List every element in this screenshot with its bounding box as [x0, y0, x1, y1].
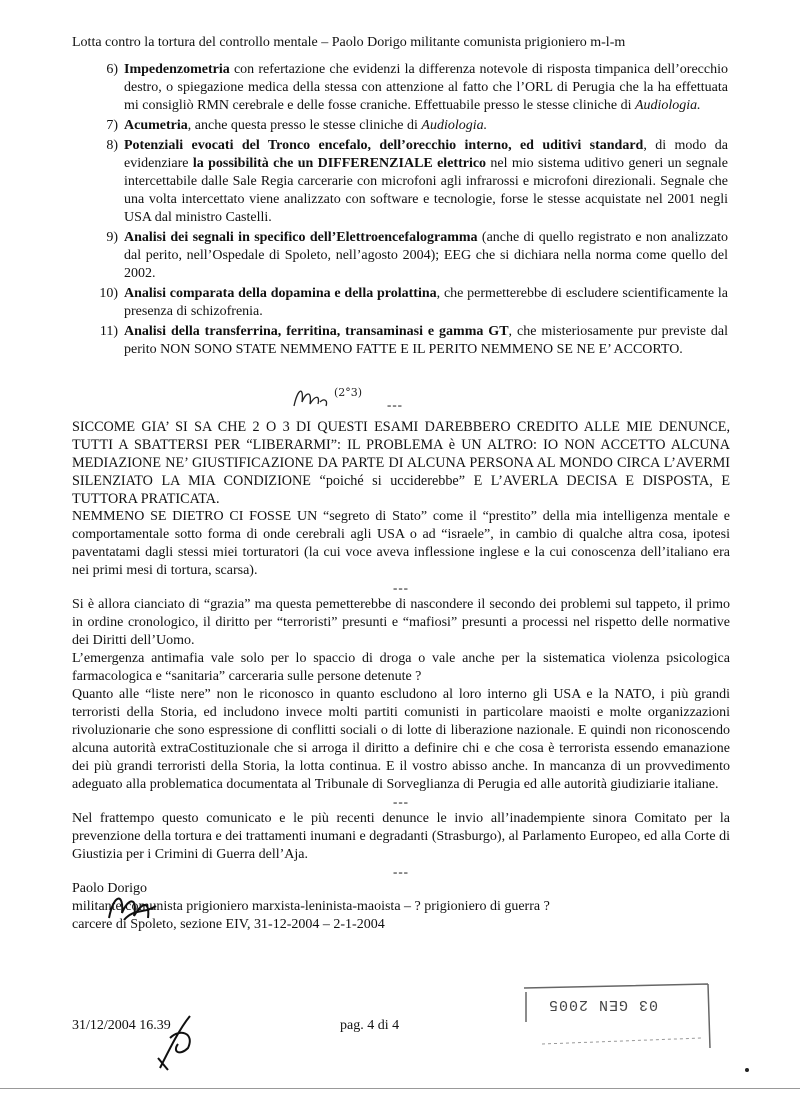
- list-item-number: 7): [106, 118, 118, 133]
- list-item-text: [124, 229, 728, 283]
- text-run: Potenziali evocati del Tronco encefalo, dell’orecchio interno, ed uditivi standard: [124, 138, 644, 153]
- list-item: [72, 117, 728, 135]
- list-item-number: 8): [106, 138, 118, 153]
- paragraph-p3: Si è allora cianciato di “grazia” ma questa pemetterebbe di nascondere il secondo dei problemi sul tappeto, il primo in ordine cronologico, il diritto per “terroristi” presunti e “mafiosi” presunti a processi nel rispetto delle normative dei Diritti dell’Uomo.: [72, 597, 730, 648]
- list-item-text: [124, 323, 728, 359]
- separator: ---: [387, 397, 403, 412]
- text-run: Impedenzometria: [124, 62, 230, 77]
- paragraph-p5: Quanto alle “liste nere” non le riconosco in quanto escludono al loro interno gli USA e la NATO, i più grandi terroristi della Storia, ed includono invece molti partiti comunisti in particolare maoisti e molte organizzazioni rivoluzionarie che sono espressione di conflitti sociali o di lotte di liberazione nazionale. E quindi non riconoscendo alcuna autorità extraCostituzionale che si arroga il diritto a definire chi e che cosa è terrorista essendo emanazione dei più grandi terroristi della Storia, la lotta continua. E il vostro abisso anche. In mancanza di un provvedimento adeguato alla problematica documentata al Tribunale di Sorveglianza di Perugia ed alle autorità giudiziarie italiane.: [72, 687, 730, 792]
- paragraph-p6: Nel frattempo questo comunicato e le più recenti denunce le invio all’inadempiente sinora Comitato per la prevenzione della tortura e dei trattamenti inumani e degradanti (Strasburgo), al Parlamento Europeo, ed alla Corte di Giustizia per i Crimini di Guerra dell’Aja.: [72, 811, 730, 862]
- paragraph-p2: NEMMENO SE DIETRO CI FOSSE UN “segreto di Stato” come il “prestito” della mia intelligenza mentale e comportamentale sotto forma di onde cerebrali agli USA o ad “israele”, in cambio di qualche altra cosa, ipotesi paventatami dagli stessi miei torturatori (la cui voce aveva inflessione inglese e la cui conoscenza dell’italiano era nei primi mesi di tortura, scarsa).: [72, 509, 730, 578]
- text-run: con refertazione che evidenzi la differenza notevole di risposta timpanica dell’orecchio destro, o spiegazione medica della stessa con attenzione al fatto che l’ORL di Perugia che la ha effettuata mi consigliò RMN cerebrale e delle fosse craniche. Effettuabile presso le stesse cliniche di: [124, 62, 728, 113]
- text-run: (anche di quello registrato e non analizzato dal perito, nell’Ospedale di Spoleto, nell’agosto 2004); EEG che si dichiara nella norma come quello del 2002.: [124, 230, 729, 281]
- text-run: Analisi dei segnali in specifico dell’Elettroencefalogramma: [124, 230, 478, 245]
- list-item: [72, 323, 728, 359]
- text-run: la possibilità che un DIFFERENZIALE elettrico: [192, 156, 487, 171]
- list-item-text: [124, 285, 728, 321]
- list-item-number: 6): [106, 62, 118, 77]
- list-item-text: [124, 117, 728, 135]
- text-run: Audiologia.: [421, 118, 488, 133]
- bottom-rule: [0, 1088, 800, 1089]
- paragraph-s3: carcere di Spoleto, sezione EIV, 31-12-2004 – 2-1-2004: [72, 917, 385, 932]
- footer-page-number: pag. 4 di 4: [340, 1018, 400, 1033]
- paragraph-s1: Paolo Dorigo: [72, 881, 148, 896]
- list-item: [72, 61, 728, 115]
- separator: ---: [393, 794, 409, 809]
- list-item-number: 9): [106, 230, 118, 245]
- list-item-text: [124, 137, 728, 227]
- text-run: Analisi comparata della dopamina e della prolattina: [124, 286, 437, 301]
- margin-note: (2°3): [334, 386, 363, 399]
- stamp-date: 03 GEN 2005: [548, 996, 659, 1013]
- handwritten-mark-icon: [290, 382, 380, 412]
- separator: ---: [393, 580, 409, 595]
- list-item-text: [124, 61, 728, 115]
- page-header: Lotta contro la tortura del controllo mentale – Paolo Dorigo militante comunista prigioniero m-l-m: [72, 35, 626, 50]
- bottom-signature-icon: [150, 1008, 210, 1078]
- scan-speck: [745, 1068, 749, 1072]
- list-item: [72, 229, 728, 283]
- list-item-number: 11): [99, 324, 118, 339]
- text-run: Acumetria: [124, 118, 188, 133]
- main-text: [72, 418, 730, 934]
- paragraph-s2: militante comunista prigioniero marxista-leninista-maoista – ? prigioniero di guerra ?: [72, 899, 550, 914]
- text-run: , che permetterebbe di escludere scientificamente la presenza di schizofrenia.: [124, 286, 729, 319]
- exam-list: [72, 61, 728, 361]
- separator: ---: [393, 864, 409, 879]
- footer-datetime: 31/12/2004 16.39: [72, 1018, 171, 1033]
- paragraph-p4: L’emergenza antimafia vale solo per lo spaccio di droga o vale anche per la sistematica violenza psicologica farmacologica e “sanitaria” carceraria sulle persone detenute ?: [72, 651, 730, 684]
- list-item-number: 10): [99, 286, 118, 301]
- signature-icon: [104, 888, 164, 928]
- paragraph-p1: SICCOME GIA’ SI SA CHE 2 O 3 DI QUESTI ESAMI DAREBBERO CREDITO ALLE MIE DENUNCE, TUTTI A SBATTERSI PER “LIBERARMI”: IL PROBLEMA è UN ALTRO: IO NON ACCETTO ALCUNA MEDIAZIONE NE’ GIUSTIFICAZIONE DA PARTE DI ALCUNA PERSONA AL MONDO CIRCA L’AVERMI SILENZIATO LA MIA CONDIZIONE “poiché si ucciderebbe” E L’AVERLA DECISA E DISPOSTA, E TUTTORA PRATICATA.: [72, 419, 730, 507]
- text-run: Analisi della transferrina, ferritina, transaminasi e gamma GT: [124, 324, 509, 339]
- text-run: nel mio sistema uditivo generi un segnale intercettabile dalle Sale Regia carcerarie con microfoni agli infrarossi e microfoni direzionali. Segnale che una volta intercettato viene analizzato con software e tecnologie, forse le stesse acquistate nel 2001 negli USA dal ministro Castelli.: [124, 156, 728, 225]
- received-stamp-icon: [522, 982, 712, 1052]
- text-run: , di modo da evidenziare: [124, 138, 728, 171]
- text-run: Audiologia.: [634, 98, 701, 113]
- text-run: , che misteriosamente pur previste dal perito NON SONO STATE NEMMENO FATTE E IL PERITO NEMMENO SE NE E’ ACCORTO.: [124, 324, 729, 357]
- list-item: [72, 285, 728, 321]
- list-item: [72, 137, 728, 227]
- text-run: , anche questa presso le stesse cliniche di: [187, 118, 422, 133]
